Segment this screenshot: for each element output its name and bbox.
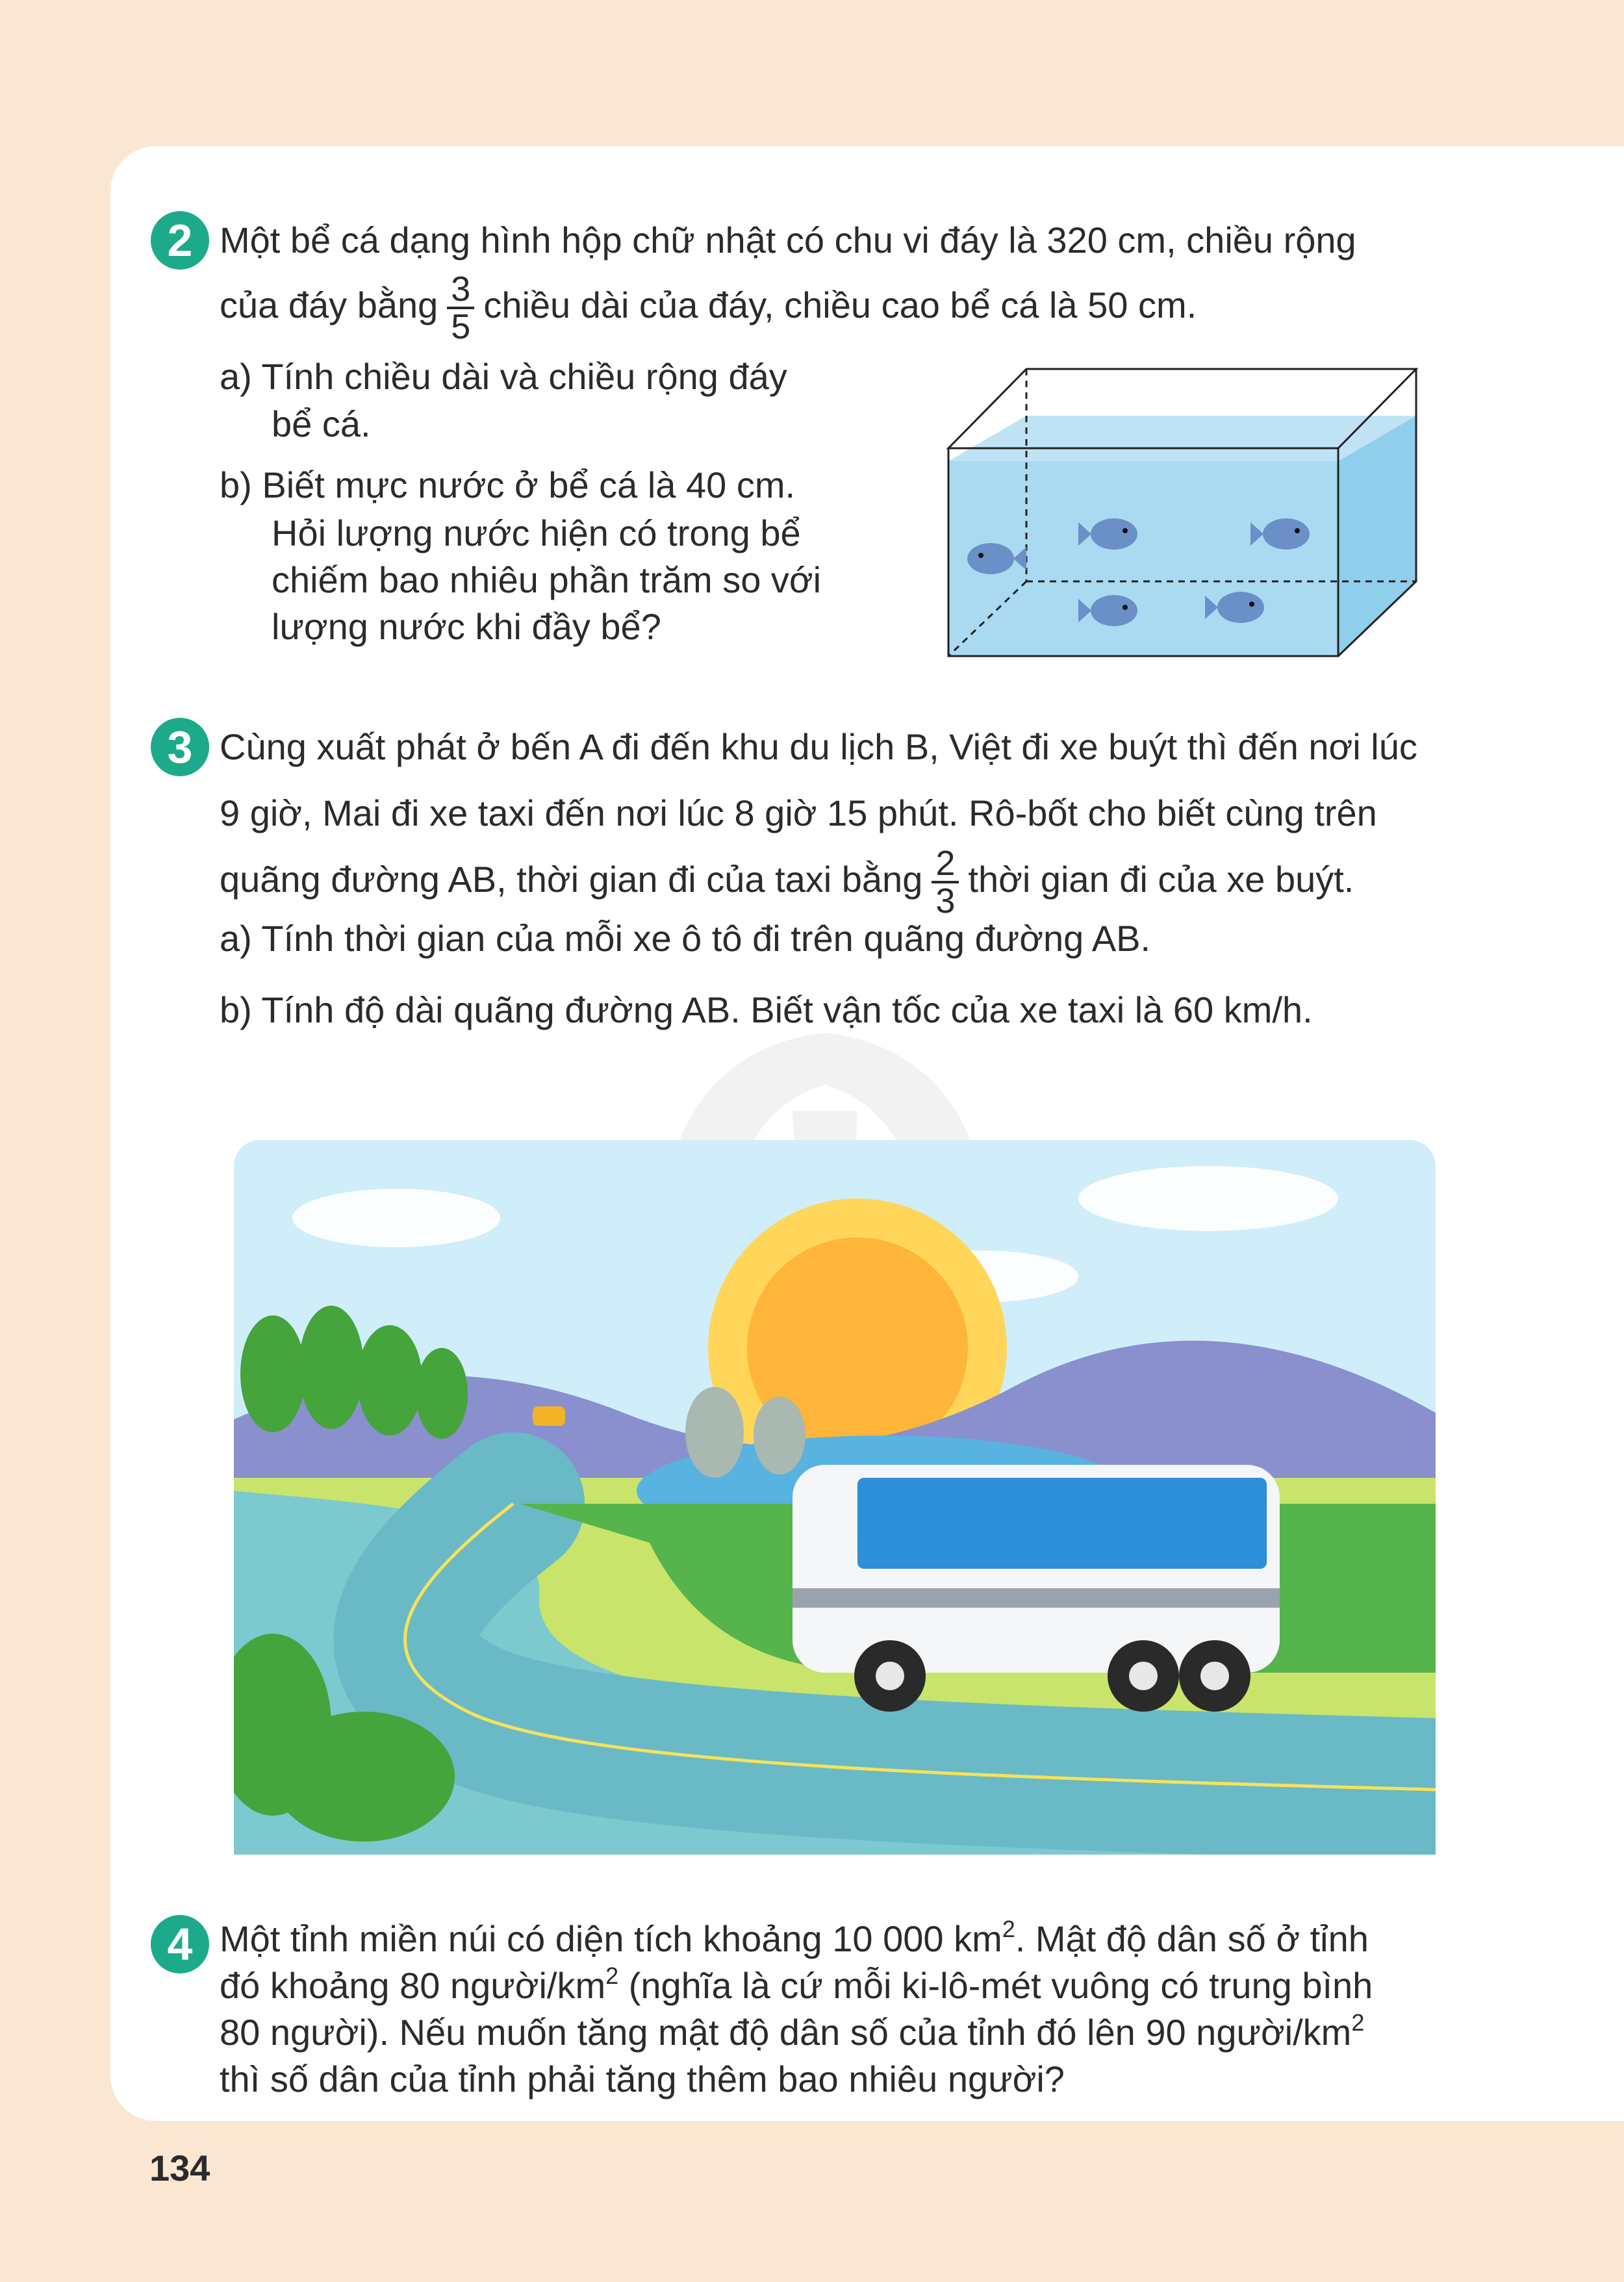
exercise-4-line3-a: 80 người). Nếu muốn tăng mật độ dân số của tỉnh đó lên 90 người/km [220, 2012, 1352, 2053]
superscript: 2 [1351, 2009, 1365, 2036]
fraction-numerator: 3 [447, 272, 474, 309]
exercise-3b: b) Tính độ dài quãng đường AB. Biết vận tốc của xe taxi là 60 km/h. [220, 989, 1313, 1030]
exercise-4-badge: 4 [151, 1915, 209, 1973]
exercise-4-line3 [220, 2010, 1364, 2055]
exercise-3-line2: 9 giờ, Mai đi xe taxi đến nơi lúc 8 giờ 15 phút. Rô-bốt cho biết cùng trên [220, 792, 1377, 833]
exercise-2a-line2: bể cá. [272, 403, 371, 444]
taxi [533, 1406, 565, 1426]
fraction-denominator: 3 [935, 881, 956, 921]
exercise-2a-line1: a) Tính chiều dài và chiều rộng đáy [220, 356, 787, 397]
exercise-4-line1-a: Một tỉnh miền núi có diện tích khoảng 10 000 km [220, 1918, 1002, 1959]
exercise-2-line2-post: chiều dài của đáy, chiều cao bể cá là 50 cm. [483, 285, 1197, 325]
exercise-3a: a) Tính thời gian của mỗi xe ô tô đi trên quãng đường AB. [220, 918, 1150, 959]
exercise-3-line1: Cùng xuất phát ở bến A đi đến khu du lịch B, Việt đi xe buýt thì đến nơi lúc [220, 726, 1417, 767]
exercise-3-line3-post: thời gian đi của xe buýt. [968, 859, 1354, 900]
exercise-2-line1: Một bể cá dạng hình hộp chữ nhật có chu vi đáy là 320 cm, chiều rộng [220, 220, 1356, 260]
exercise-3-line3-pre: quãng đường AB, thời gian đi của taxi bằng [220, 859, 923, 900]
exercise-2b-line2: Hỏi lượng nước hiện có trong bể [272, 513, 801, 553]
superscript: 2 [605, 1962, 619, 1989]
fraction-numerator: 2 [932, 846, 959, 883]
exercise-4-line2 [220, 1963, 1373, 2009]
exercise-2b-line4: lượng nước khi đầy bể? [272, 606, 661, 647]
fraction-denominator: 5 [451, 307, 471, 347]
fraction-2-3 [932, 846, 959, 919]
exercise-2-line2 [220, 270, 1197, 347]
road-landscape-illustration [234, 1140, 1436, 1855]
exercise-2b-line3: chiếm bao nhiêu phần trăm so với [272, 559, 822, 600]
page-number: 134 [149, 2148, 210, 2188]
exercise-2-line2-pre: của đáy bằng [220, 285, 438, 325]
exercise-4-line4: thì số dân của tỉnh phải tăng thêm bao nhiêu người? [220, 2059, 1065, 2099]
exercise-4-line1 [220, 1916, 1369, 1962]
exercise-4-line2-b: (nghĩa là cứ mỗi ki-lô-mét vuông có trung bình [618, 1965, 1373, 2006]
exercise-3-line3 [220, 846, 1354, 919]
exercise-2-badge: 2 [151, 211, 209, 270]
fraction-3-5 [447, 270, 474, 347]
bus-windows [857, 1478, 1267, 1569]
exercise-3-badge: 3 [151, 718, 209, 776]
fish-tank-illustration [935, 364, 1429, 663]
tank-water-top [948, 416, 1416, 461]
superscript: 2 [1002, 1916, 1015, 1942]
exercise-4-line1-b: . Mật độ dân số ở tỉnh [1015, 1918, 1369, 1959]
exercise-4-line2-a: đó khoảng 80 người/km [220, 1965, 606, 2006]
exercise-2b-line1: b) Biết mực nước ở bể cá là 40 cm. [220, 464, 796, 505]
